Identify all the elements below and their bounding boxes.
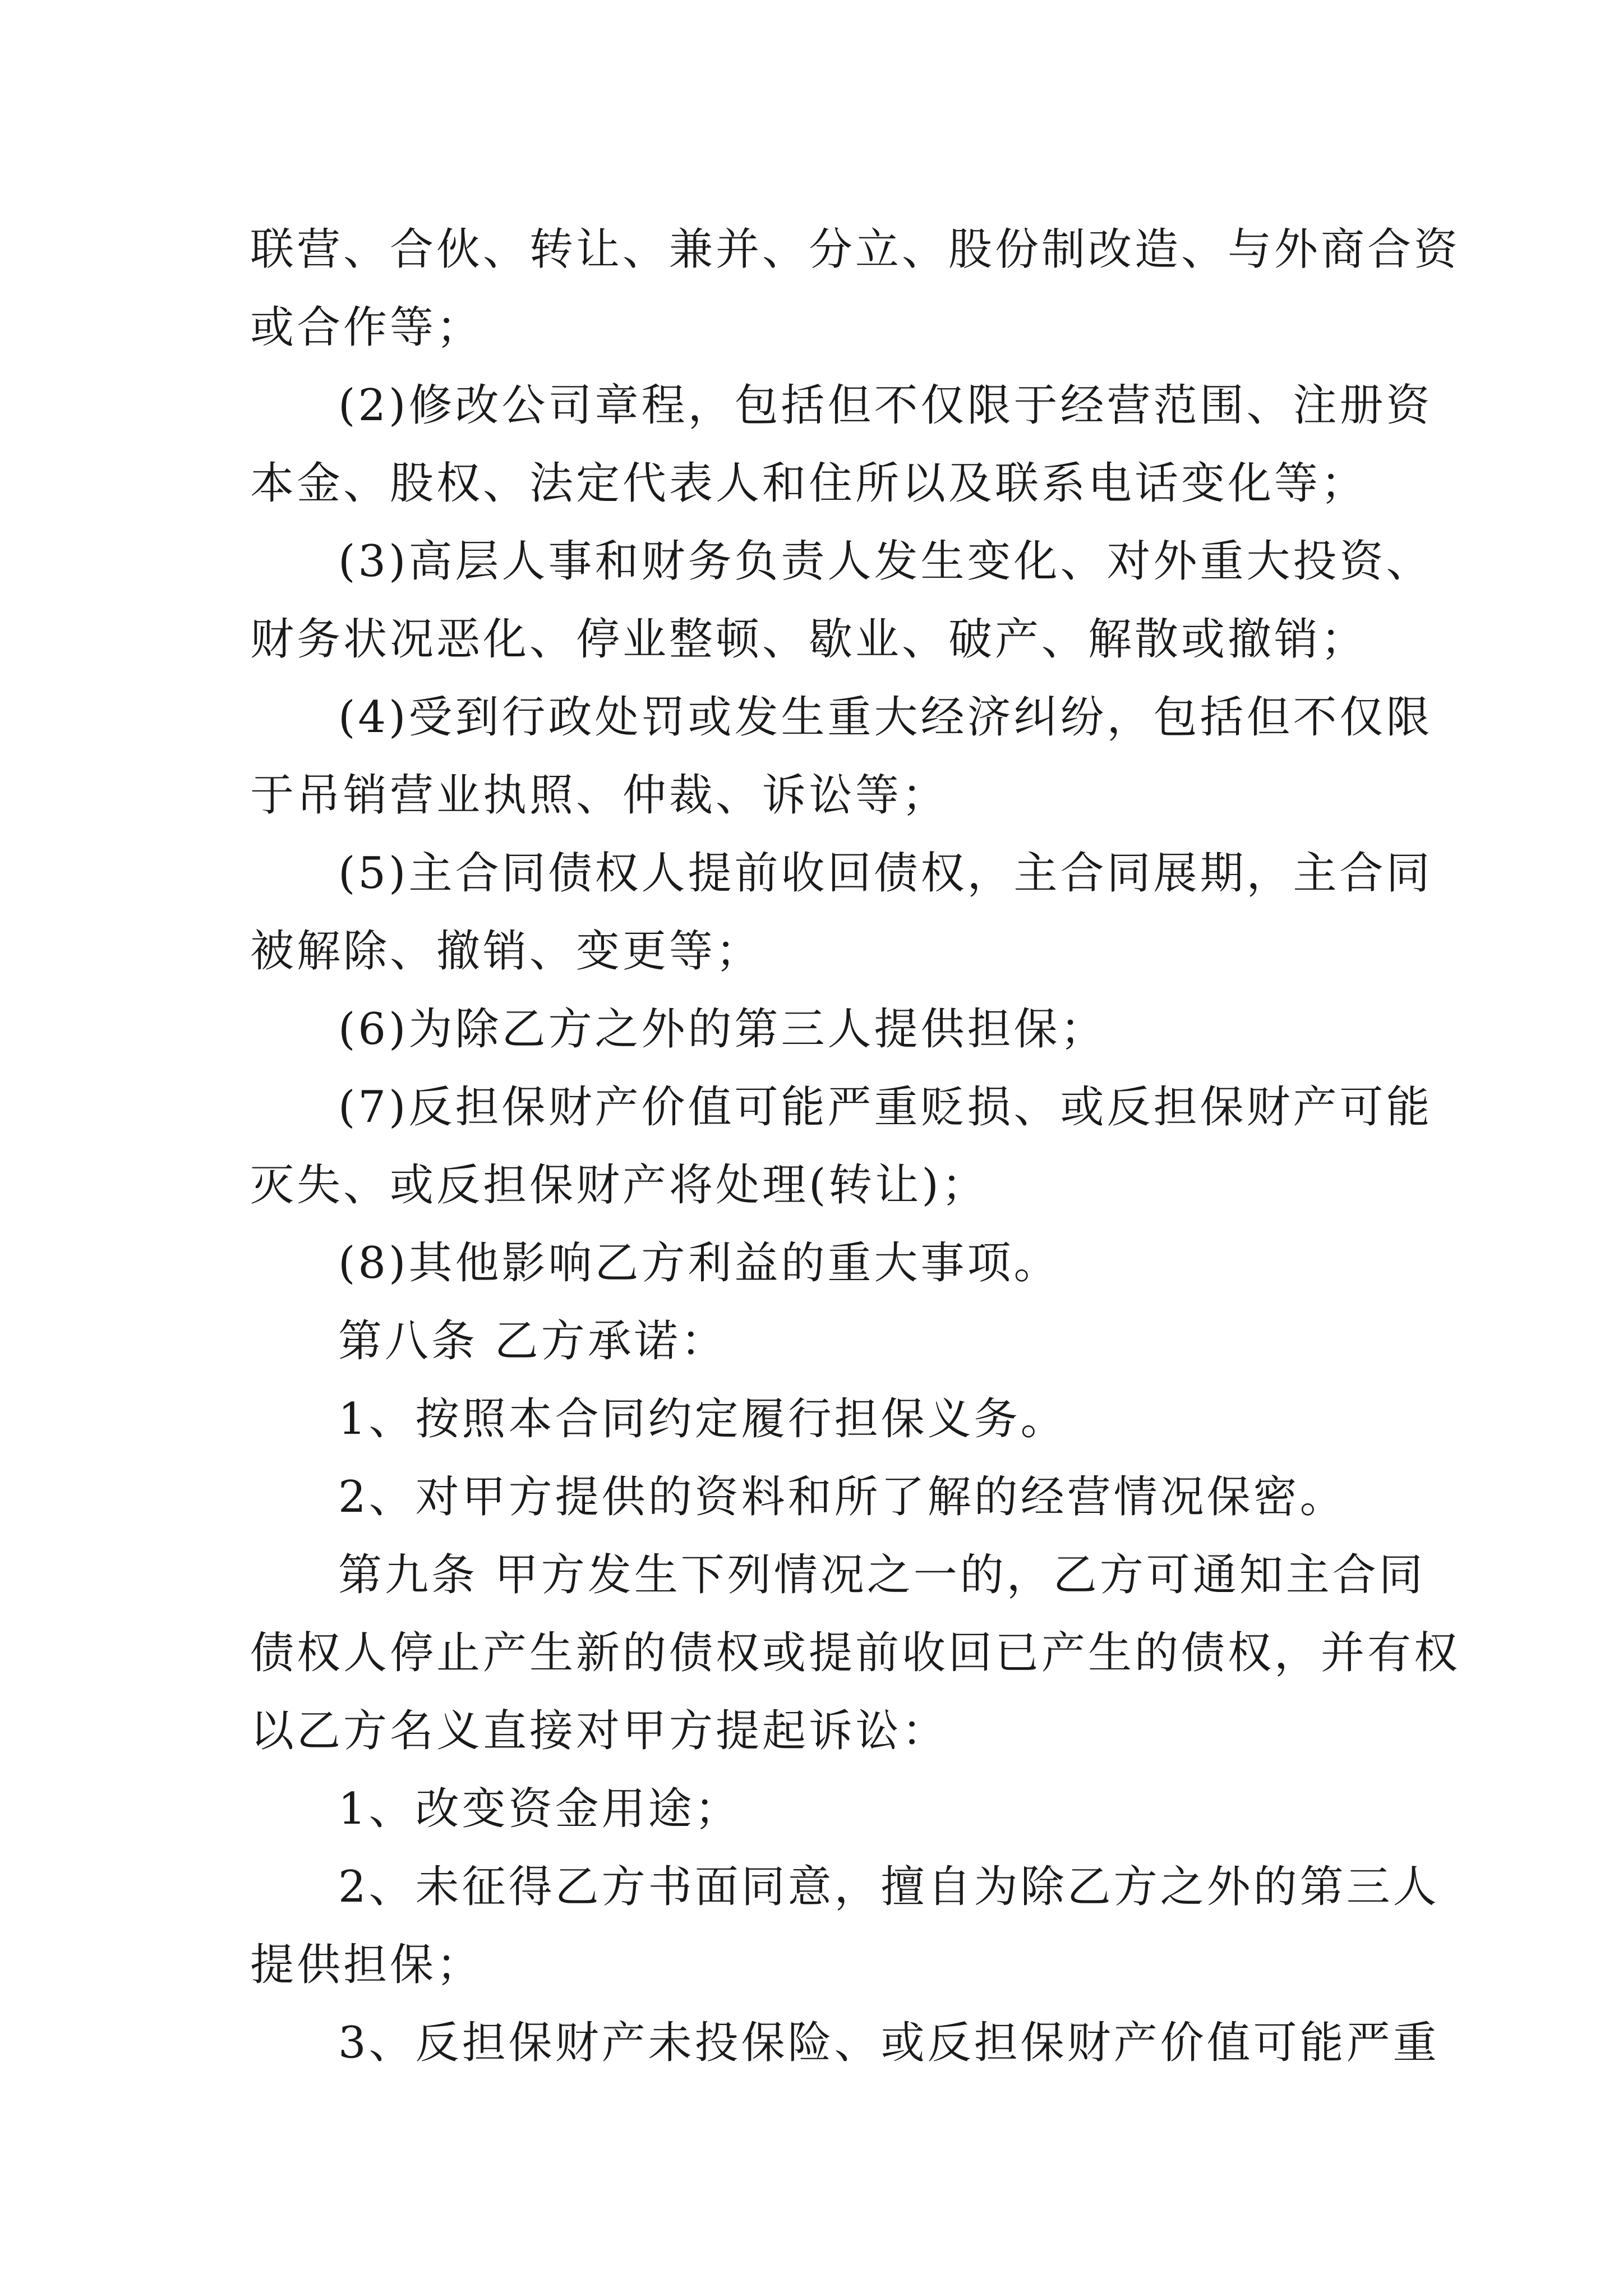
- document-line: 或合作等；: [250, 302, 483, 353]
- document-line: 本金、股权、法定代表人和住所以及联系电话变化等；: [250, 458, 1368, 509]
- document-line: (2)修改公司章程，包括但不仅限于经营范围、注册资: [338, 380, 1433, 431]
- document-line: 债权人停止产生新的债权或提前收回已产生的债权，并有权: [250, 1628, 1461, 1678]
- document-line: (8)其他影响乙方利益的重大事项。: [338, 1238, 1061, 1289]
- document-line: 第八条 乙方承诺：: [338, 1316, 727, 1366]
- document-line: 2、未征得乙方书面同意，擅自为除乙方之外的第三人: [338, 1862, 1440, 1912]
- document-line: 1、按照本合同约定履行担保义务。: [338, 1394, 1067, 1444]
- document-line: 联营、合伙、转让、兼并、分立、股份制改造、与外商合资: [250, 224, 1461, 275]
- document-line: 2、对甲方提供的资料和所了解的经营情况保密。: [338, 1472, 1347, 1522]
- document-line: 以乙方名义直接对甲方提起诉讼：: [250, 1706, 949, 1756]
- document-line: 提供担保；: [250, 1940, 483, 1990]
- document-line: (4)受到行政处罚或发生重大经济纠纷，包括但不仅限: [338, 692, 1433, 743]
- document-line: (7)反担保财产价值可能严重贬损、或反担保财产可能: [338, 1082, 1433, 1133]
- document-line: 1、改变资金用途；: [338, 1784, 741, 1834]
- document-line: 于吊销营业执照、仲裁、诉讼等；: [250, 770, 949, 821]
- document-line: 财务状况恶化、停业整顿、歇业、破产、解散或撤销；: [250, 614, 1368, 665]
- document-line: 灭失、或反担保财产将处理(转让)；: [250, 1160, 988, 1211]
- document-line: 被解除、撤销、变更等；: [250, 926, 763, 977]
- document-body: [250, 211, 1461, 2082]
- document-line: (3)高层人事和财务负责人发生变化、对外重大投资、: [338, 536, 1433, 587]
- document-line: (6)为除乙方之外的第三人提供担保；: [338, 1004, 1107, 1055]
- document-line: 第九条 甲方发生下列情况之一的，乙方可通知主合同: [338, 1550, 1426, 1600]
- document-line: (5)主合同债权人提前收回债权，主合同展期，主合同: [338, 848, 1433, 899]
- document-line: 3、反担保财产未投保险、或反担保财产价值可能严重: [338, 2018, 1440, 2068]
